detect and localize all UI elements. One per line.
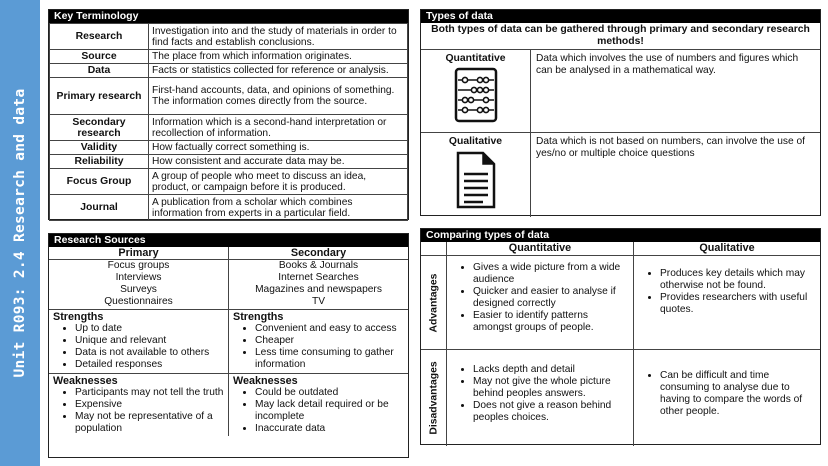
term: Data <box>50 64 149 78</box>
term: Reliability <box>50 155 149 169</box>
list-item: • Quicker and easier to analyse if designed correctly <box>473 286 629 310</box>
document-icon <box>455 150 497 210</box>
primary-strengths <box>49 310 228 374</box>
unit-title: Unit R093: 2.4 Research and data <box>12 88 28 378</box>
primary-column <box>49 247 229 436</box>
comparing-panel <box>420 228 821 445</box>
table-row <box>50 50 408 64</box>
list-item: • Participants may not tell the truth <box>75 387 224 399</box>
primary-header: Primary <box>49 247 228 260</box>
list-item: • May not be representative of a population <box>75 411 224 435</box>
quantitative-column-header: Quantitative <box>447 242 634 255</box>
key-terminology-title: Key Terminology <box>49 10 408 23</box>
research-sources-title: Research Sources <box>49 234 408 247</box>
advantages-row <box>421 256 820 350</box>
list-item: • Inaccurate data <box>255 423 404 435</box>
list-item: • Could be outdated <box>255 387 404 399</box>
definition: Investigation into and the study of materials in order to find facts and establish conclusions. <box>149 24 408 50</box>
abacus-icon <box>454 67 498 123</box>
qualitative-disadvantages <box>634 350 820 446</box>
list-item: • Can be difficult and time consuming to analyse due to having to compare the words of other people. <box>660 370 816 418</box>
term: Secondary research <box>50 115 149 141</box>
weaknesses-title: Weaknesses <box>233 375 298 387</box>
term: Validity <box>50 141 149 155</box>
definition: Information which is a second-hand interpretation or recollection of information. <box>149 115 408 141</box>
weaknesses-title: Weaknesses <box>53 375 118 387</box>
quantitative-row <box>421 50 820 133</box>
definition: How factually correct something is. <box>149 141 408 155</box>
qualitative-label-cell <box>421 133 531 217</box>
list-item: • May not give the whole picture behind peoples answers. <box>473 376 629 400</box>
qualitative-column-header: Qualitative <box>699 242 755 254</box>
sidebar-banner <box>0 0 40 466</box>
secondary-sources <box>229 260 408 310</box>
quantitative-description: Data which involves the use of numbers and figures which can be analysed in a mathematical way. <box>536 53 799 76</box>
list-item: • Cheaper <box>255 335 404 347</box>
secondary-header: Secondary <box>229 247 408 260</box>
table-row <box>50 24 408 50</box>
quantitative-label: Quantitative <box>445 53 506 64</box>
advantages-label: Advantages <box>428 273 439 332</box>
secondary-weaknesses <box>229 374 408 436</box>
list-item: • Unique and relevant <box>75 335 224 347</box>
table-row <box>50 169 408 195</box>
disadvantages-label: Disadvantages <box>428 361 439 435</box>
list-item: • Does not give a reason behind peoples choices. <box>473 400 629 424</box>
table-row <box>50 141 408 155</box>
qualitative-description: Data which is not based on numbers, can involve the use of yes/no or multiple choice questions <box>536 136 805 159</box>
quantitative-label-cell <box>421 50 531 132</box>
qualitative-advantages <box>634 256 820 349</box>
primary-weaknesses <box>49 374 228 436</box>
list-item: • May lack detail required or be incomplete <box>255 399 404 423</box>
types-of-data-title: Types of data <box>421 10 820 23</box>
list-item: • Data is not available to others <box>75 347 224 359</box>
strengths-title: Strengths <box>53 311 104 323</box>
term: Journal <box>50 195 149 221</box>
term: Focus Group <box>50 169 149 195</box>
comparing-title: Comparing types of data <box>421 229 820 242</box>
term: Research <box>50 24 149 50</box>
definition: First-hand accounts, data, and opinions of something. The information comes directly from the source. <box>149 78 408 115</box>
list-item: Magazines and newspapers <box>255 284 382 295</box>
table-row <box>50 78 408 115</box>
list-item: • Convenient and easy to access <box>255 323 404 335</box>
definition: How consistent and accurate data may be. <box>149 155 408 169</box>
comparing-header-row <box>421 242 820 256</box>
types-of-data-panel <box>420 9 821 216</box>
types-of-data-subtitle: Both types of data can be gathered through primary and secondary research methods! <box>421 23 820 50</box>
table-row <box>50 155 408 169</box>
term: Primary research <box>50 78 149 115</box>
list-item: Interviews <box>115 272 162 283</box>
definition: A publication from a scholar which combines information from experts in a particular field. <box>149 195 408 221</box>
disadvantages-row <box>421 350 820 446</box>
primary-sources <box>49 260 228 310</box>
list-item: • Up to date <box>75 323 224 335</box>
table-row <box>50 115 408 141</box>
secondary-column <box>229 247 408 436</box>
list-item: • Detailed responses <box>75 359 224 371</box>
research-sources-panel <box>48 233 409 458</box>
list-item: • Gives a wide picture from a wide audience <box>473 262 629 286</box>
qualitative-label: Qualitative <box>448 136 503 147</box>
table-row <box>50 195 408 221</box>
list-item: Internet Searches <box>278 272 359 283</box>
list-item: • Expensive <box>75 399 224 411</box>
definition: The place from which information originates. <box>149 50 408 64</box>
table-row <box>50 64 408 78</box>
term: Source <box>50 50 149 64</box>
secondary-strengths <box>229 310 408 374</box>
key-terminology-table <box>49 23 408 221</box>
definition: Facts or statistics collected for reference or analysis. <box>149 64 408 78</box>
definition: A group of people who meet to discuss an idea, product, or campaign before it is produced. <box>149 169 408 195</box>
list-item: Surveys <box>120 284 157 295</box>
list-item: • Easier to identify patterns amongst groups of people. <box>473 310 629 334</box>
key-terminology-panel <box>48 9 409 220</box>
list-item: Books & Journals <box>278 260 359 271</box>
list-item: • Less time consuming to gather information <box>255 347 404 371</box>
list-item: Focus groups <box>107 260 170 271</box>
quantitative-disadvantages <box>447 350 634 446</box>
list-item: TV <box>311 296 326 307</box>
list-item: Questionnaires <box>104 296 173 307</box>
qualitative-row <box>421 133 820 217</box>
strengths-title: Strengths <box>233 311 284 323</box>
list-item: • Produces key details which may otherwise not be found. <box>660 268 816 292</box>
quantitative-advantages <box>447 256 634 349</box>
list-item: • Provides researchers with useful quotes. <box>660 292 816 316</box>
list-item: • Lacks depth and detail <box>473 364 629 376</box>
